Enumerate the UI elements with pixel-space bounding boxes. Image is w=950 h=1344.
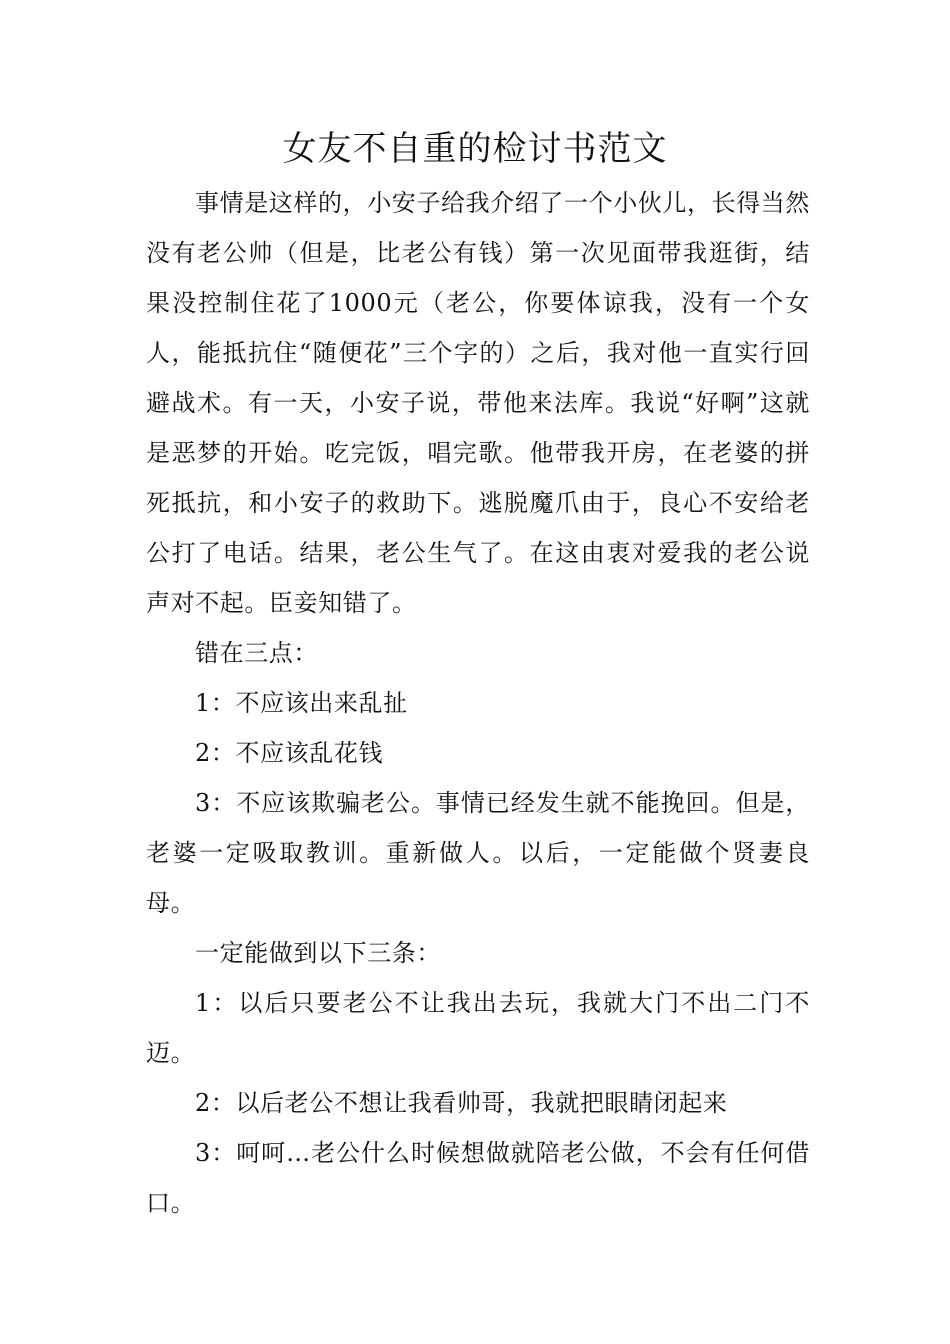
paragraph-mistake-1: 1：不应该出来乱扯 bbox=[195, 689, 408, 717]
paragraph-promises-heading: 一定能做到以下三条： bbox=[195, 939, 441, 967]
paragraph-mistakes-heading: 错在三点： bbox=[195, 639, 318, 667]
paragraph-mistake-3: 3：不应该欺骗老公。事情已经发生就不能挽回。但是，老婆一定吸取教训。重新做人。以后，一定能做个贤妻良母。 bbox=[146, 789, 810, 917]
document-title: 女友不自重的检讨书范文 bbox=[282, 129, 668, 169]
paragraph-promise-1: 1：以后只要老公不让我出去玩，我就大门不出二门不迈。 bbox=[146, 989, 810, 1067]
paragraph-promise-2: 2：以后老公不想让我看帅哥，我就把眼睛闭起来 bbox=[195, 1089, 728, 1117]
document-body bbox=[146, 178, 810, 1228]
paragraph-story: 事情是这样的，小安子给我介绍了一个小伙儿，长得当然没有老公帅（但是，比老公有钱）第一次见面带我逛街，结果没控制住花了1000元（老公，你要体谅我，没有一个女人，能抵抗住“随便花”三个字的）之后，我对他一直实行回避战术。有一天，小安子说，带他来法库。我说“好啊”这就是恶梦的开始。吃完饭，唱完歌。他带我开房，在老婆的拼死抵抗，和小安子的救助下。逃脱魔爪由于，良心不安给老公打了电话。结果，老公生气了。在这由衷对爱我的老公说声对不起。臣妾知错了。 bbox=[146, 189, 810, 617]
paragraph-mistake-2: 2：不应该乱花钱 bbox=[195, 739, 384, 767]
paragraph-promise-3: 3：呵呵…老公什么时候想做就陪老公做，不会有任何借口。 bbox=[146, 1139, 810, 1217]
